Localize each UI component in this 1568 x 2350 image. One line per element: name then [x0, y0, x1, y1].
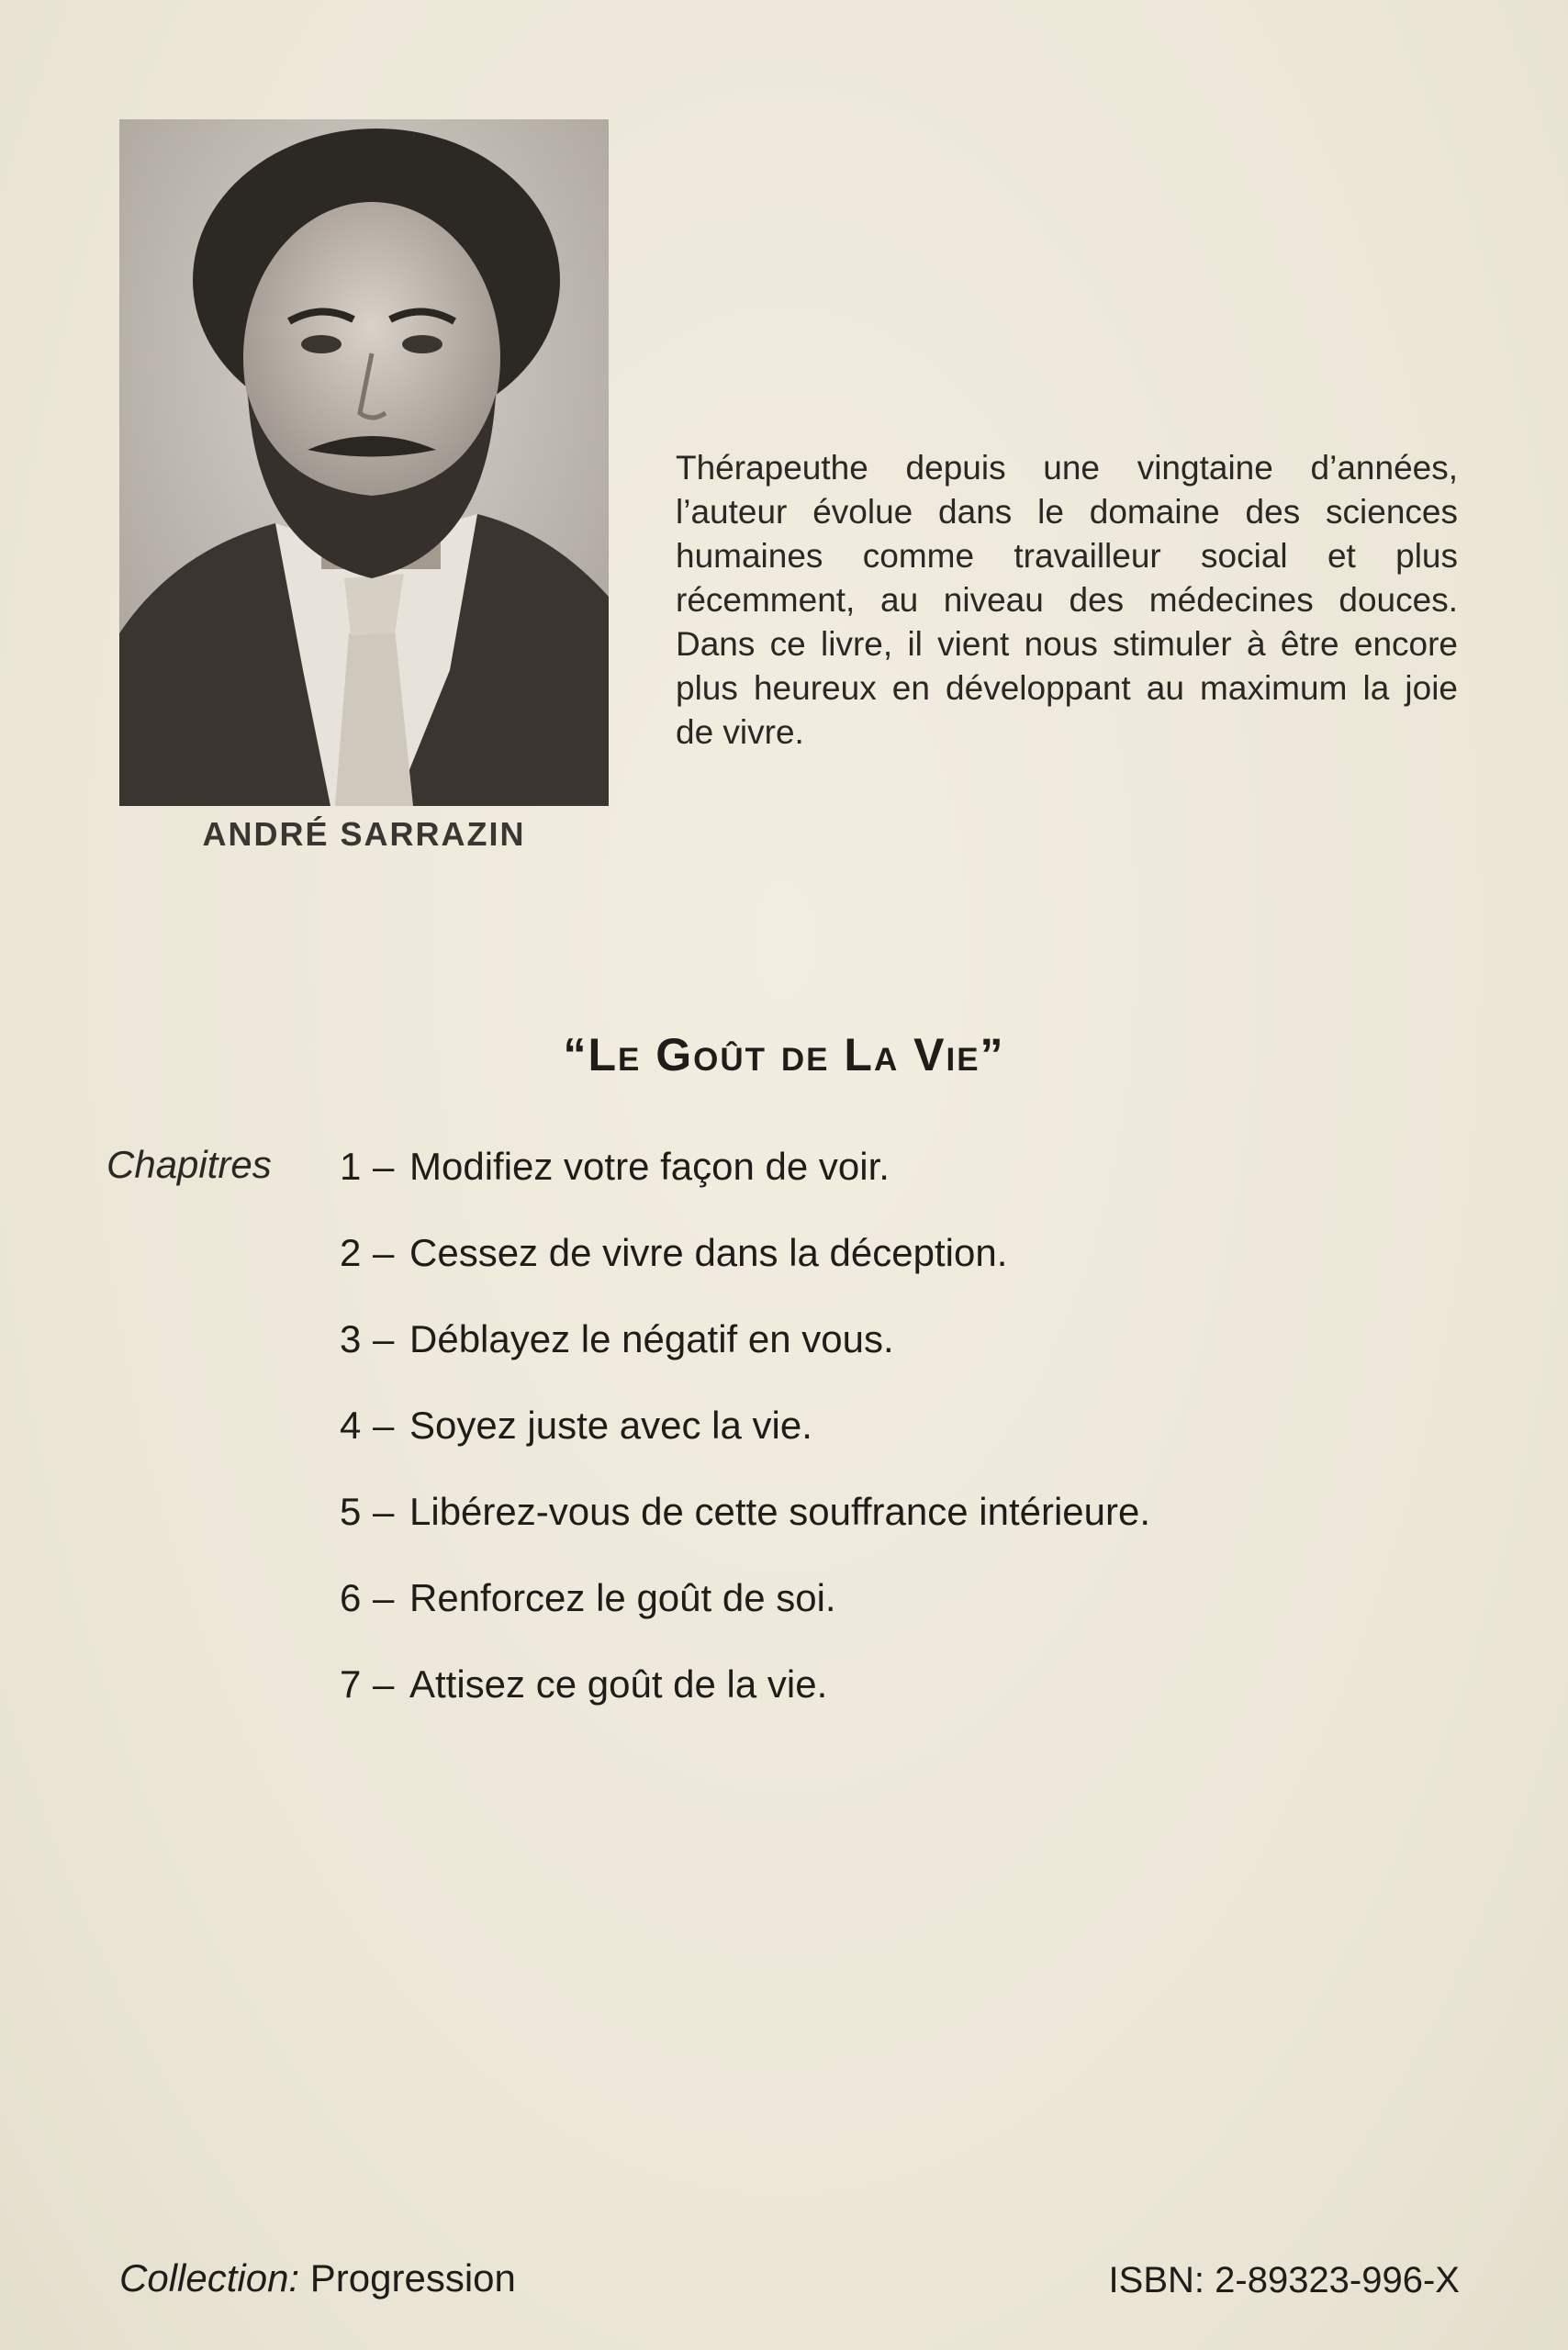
chapter-number: 2 — [340, 1231, 362, 1274]
chapter-title: Déblayez le négatif en vous. — [409, 1317, 894, 1360]
chapter-list — [340, 1143, 1441, 1747]
chapter-item: 3 – Déblayez le négatif en vous. — [340, 1315, 1441, 1402]
book-title: “Le Goût de La Vie” — [563, 1029, 1005, 1080]
chapter-title: Libérez-vous de cette souffrance intérieure. — [409, 1490, 1151, 1533]
chapters-label: Chapitres — [106, 1143, 272, 1186]
chapter-title: Cessez de vivre dans la déception. — [409, 1231, 1008, 1274]
chapter-item: 7 – Attisez ce goût de la vie. — [340, 1661, 1441, 1747]
chapter-title: Attisez ce goût de la vie. — [409, 1662, 828, 1706]
collection-value: Progression — [309, 2256, 516, 2300]
chapter-number: 4 — [340, 1404, 362, 1447]
chapter-number: 7 — [340, 1662, 362, 1706]
chapter-item: 4 – Soyez juste avec la vie. — [340, 1402, 1441, 1488]
author-name: ANDRÉ SARRAZIN — [202, 815, 526, 853]
chapter-title: Renforcez le goût de soi. — [409, 1576, 836, 1619]
chapter-title: Soyez juste avec la vie. — [409, 1404, 812, 1447]
collection-info — [119, 2256, 516, 2300]
chapter-item: 1 – Modifiez votre façon de voir. — [340, 1143, 1441, 1229]
author-bio: Thérapeuthe depuis une vingtaine d’années, l’auteur évolue dans le domaine des sciences humaines comme travailleur social et plus récemment, au niveau des médecines douces. Dans ce livre, il vient nous stimuler à être encore plus heureux en développant au maximum la joie de vivre. — [676, 449, 1458, 751]
isbn: ISBN: 2-89323-996-X — [1108, 2260, 1460, 2300]
chapter-number: 3 — [340, 1317, 362, 1360]
chapter-item: 6 – Renforcez le goût de soi. — [340, 1574, 1441, 1661]
chapter-number: 1 — [340, 1145, 362, 1188]
chapter-item: 2 – Cessez de vivre dans la déception. — [340, 1229, 1441, 1315]
chapter-number: 5 — [340, 1490, 362, 1533]
author-photo — [119, 119, 609, 806]
chapter-number: 6 — [340, 1576, 362, 1619]
chapter-title: Modifiez votre façon de voir. — [409, 1145, 890, 1188]
author-portrait-image — [119, 119, 609, 806]
chapter-item: 5 – Libérez-vous de cette souffrance intérieure. — [340, 1488, 1441, 1574]
collection-label: Collection: — [119, 2256, 300, 2300]
